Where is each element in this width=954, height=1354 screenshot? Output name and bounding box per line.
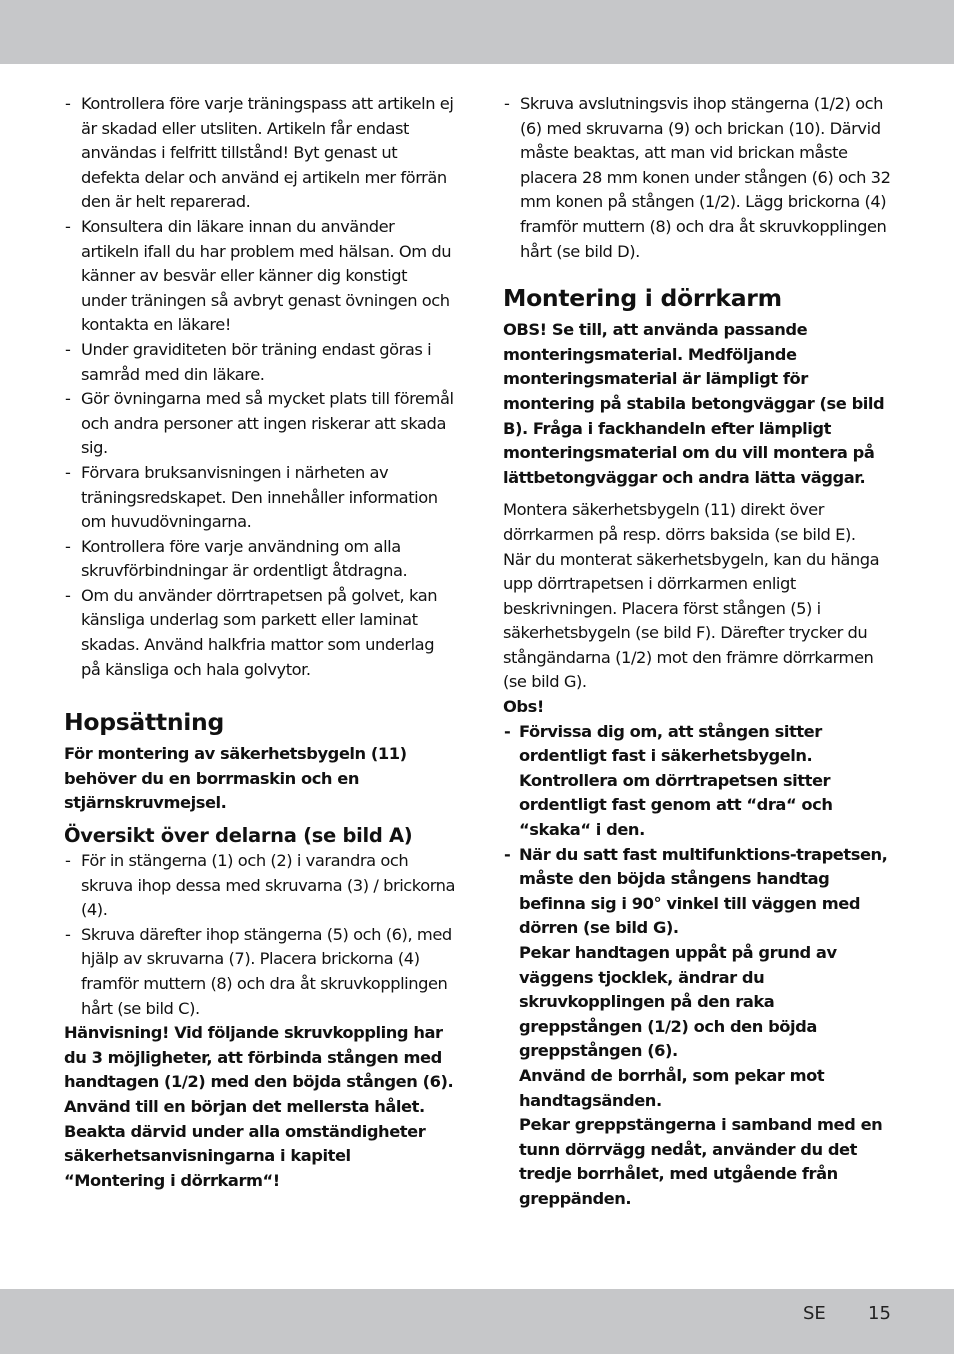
hopsattning-note: För montering av säkerhetsbygeln (11) behöver du en borrmaskin och en stjärnskruvmejsel. (64, 744, 407, 813)
assembly-list (503, 92, 895, 264)
list-item: - För in stängerna (1) och (2) i varandra och skruva ihop dessa med skruvarna (3) / brickorna (4). (65, 851, 456, 920)
obs-list (503, 720, 895, 1212)
heading-oversikt: Översikt över delarna (se bild A) (64, 824, 413, 848)
obs-label: Obs! (503, 697, 544, 717)
list-item: - Om du använder dörrtrapetsen på golvet, kan känsliga underlag som parkett eller laminat skadas. Använd halkfria mattor som underlag på känsliga och hala golvytor. (65, 585, 438, 679)
heading-hopsattning: Hopsättning (64, 708, 224, 737)
header-band (0, 0, 954, 64)
left-column (64, 92, 456, 1193)
montering-paragraph: När du monterat säkerhetsbygeln, kan du hänga upp dörrtrapetsen i dörrkarmen enligt beskrivningen. Placera först stången (5) i säkerhetsbygeln (se bild F). Därefter trycker du stångändarna (1/2) mot den främre dörrkarmen (se bild G). (503, 549, 880, 692)
footer-language: SE (803, 1303, 826, 1324)
montering-paragraph: Montera säkerhetsbygeln (11) direkt över dörrkarmen på resp. dörrs baksida (se bild E). (503, 500, 856, 544)
oversikt-list (64, 849, 456, 1021)
list-item: - Förvissa dig om, att stången sitter ordentligt fast i säkerhetsbygeln. Kontrollera om dörrtrapetsen sitter ordentligt fast genom att “dra“ och “skaka“ i den. (504, 721, 833, 840)
hanvisning-note: Hänvisning! Vid följande skruvkoppling har du 3 möjligheter, att förbinda stången med handtagen (1/2) med den böjda stången (6). Använd till en början det mellersta hålet. Beakta därvid under alla omständigheter säkerhetsanvisningarna i kapitel “Montering i dörrkarm“! (64, 1023, 454, 1190)
obs-warning: OBS! Se till, att använda passande monteringsmaterial. Medföljande monteringsmaterial är lämpligt för montering på stabila betongväggar (se bild B). Fråga i fackhandeln efter lämpligt monteringsmaterial om du vill montera på lättbetongväggar och andra lätta väggar. (503, 320, 885, 487)
list-item: - När du satt fast multifunktions-trapetsen, måste den böjda stångens handtag befinna sig i 90° vinkel till väggen med dörren (se bild G). Pekar handtagen uppåt på grund av väggens tjocklek, ändrar du skruvkopplingen på den raka greppstången (1/2) och den böjda greppstången (6). Använd de borrhål, som pekar mot handtagsänden. Pekar greppstängerna i samband med en tunn dörrvägg nedåt, använder du det tredje borrhålet, med utgående från greppänden. (504, 844, 888, 1208)
list-item: - Konsultera din läkare innan du använder artikeln ifall du har problem med hälsan. Om du känner av besvär eller känner dig konstigt under träningen så avbryt genast övningen och kontakta en läkare! (65, 216, 452, 335)
list-item: - Skruva därefter ihop stängerna (5) och (6), med hjälp av skruvarna (7). Placera brickorna (4) framför muttern (8) och dra åt skruvkopplingen hårt (se bild C). (65, 924, 452, 1018)
list-item: - Kontrollera före varje träningspass att artikeln ej är skadad eller utsliten. Artikeln får endast användas i felfritt tillstånd! Byt genast ut defekta delar och använd ej artikeln mer förrän den är helt reparerad. (65, 94, 454, 212)
list-item: - Under graviditeten bör träning endast göras i samråd med din läkare. (65, 339, 432, 384)
list-item: - Kontrollera före varje användning om alla skruvförbindningar är ordentligt åtdragna. (65, 536, 408, 581)
heading-montering: Montering i dörrkarm (503, 284, 782, 313)
list-item: - Gör övningarna med så mycket plats till föremål och andra personer att ingen riskerar att skada sig. (65, 389, 454, 458)
list-item: - Förvara bruksanvisningen i närheten av träningsredskapet. Den innehåller information om huvudövningarna. (65, 462, 438, 532)
safety-list (64, 92, 456, 682)
right-column (503, 92, 895, 1212)
list-item: - Skruva avslutningsvis ihop stängerna (1/2) och (6) med skruvarna (9) och brickan (10). Därvid måste beaktas, att man vid brickan måste placera 28 mm konen under stången (6) och 32 mm konen på stången (1/2). Lägg brickorna (4) framför muttern (8) och dra åt skruvkopplingen hårt (se bild D). (504, 94, 891, 261)
page-number: 15 (868, 1303, 891, 1324)
